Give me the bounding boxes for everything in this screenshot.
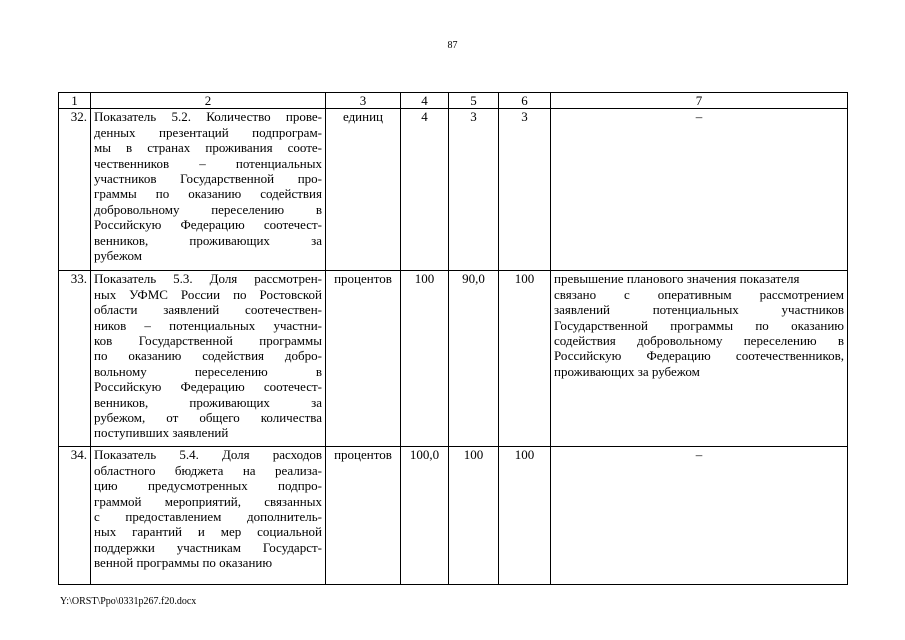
value-col5: 100	[449, 447, 499, 585]
value-col5: 3	[449, 109, 499, 271]
description-line: областного бюджета на реализа-	[94, 462, 322, 478]
description-line: участников Государственной про-	[94, 171, 322, 187]
value-col4: 100,0	[401, 447, 449, 585]
indicator-description	[91, 271, 326, 447]
table-row	[59, 271, 848, 447]
row-number: 34.	[59, 447, 91, 585]
indicator-description	[91, 109, 326, 271]
description-line: с предоставлением дополнитель-	[94, 509, 322, 525]
explanation-line: содействия добровольному переселению в	[554, 333, 844, 349]
deviation-explanation	[551, 109, 848, 271]
value-col6: 3	[499, 109, 551, 271]
header-cell: 4	[401, 93, 449, 109]
unit-of-measure: единиц	[326, 109, 401, 271]
explanation-line: –	[695, 109, 703, 125]
description-line: мы в странах проживания сооте-	[94, 140, 322, 156]
header-cell: 7	[551, 93, 848, 109]
description-line: ков Государственной программы	[94, 333, 322, 349]
table-row	[59, 447, 848, 585]
description-line: венников, проживающих за	[94, 394, 322, 410]
header-row	[59, 93, 848, 109]
description-line: денных презентаций подпрограм-	[94, 124, 322, 140]
row-number: 32.	[59, 109, 91, 271]
description-line: чественников – потенциальных	[94, 155, 322, 171]
description-line: поступивших заявлений	[94, 425, 229, 441]
description-line: ников – потенциальных участни-	[94, 317, 322, 333]
description-line: добровольному переселению в	[94, 201, 322, 217]
explanation-line: связано с оперативным рассмотрением	[554, 286, 844, 302]
description-line: по оказанию содействия добро-	[94, 348, 322, 364]
description-line: граммы по оказанию содействия	[94, 186, 322, 202]
description-line: Показатель 5.2. Количество прове-	[94, 109, 322, 125]
explanation-line: Российскую Федерацию соотечественников,	[554, 348, 844, 364]
description-line: цию предусмотренных подпро-	[94, 478, 322, 494]
value-col6: 100	[499, 447, 551, 585]
unit-of-measure: процентов	[326, 271, 401, 447]
description-line: Российскую Федерацию соотечест-	[94, 217, 322, 233]
table-row	[59, 109, 848, 271]
file-path-footer: Y:\ORST\Ppo\0331p267.f20.docx	[60, 596, 197, 607]
description-line: вольному переселению в	[94, 363, 322, 379]
page-number: 87	[447, 40, 458, 51]
header-cell: 3	[326, 93, 401, 109]
value-col4: 4	[401, 109, 449, 271]
deviation-explanation	[551, 447, 848, 585]
description-line: Российскую Федерацию соотечест-	[94, 379, 322, 395]
row-number: 33.	[59, 271, 91, 447]
value-col4: 100	[401, 271, 449, 447]
explanation-line: Государственной программы по оказанию	[554, 317, 844, 333]
description-line: Показатель 5.4. Доля расходов	[94, 447, 322, 463]
header-cell: 1	[59, 93, 91, 109]
description-line: венников, проживающих за	[94, 232, 322, 248]
deviation-explanation	[551, 271, 848, 447]
report-table	[58, 92, 848, 585]
description-line: поддержки участникам Государст-	[94, 539, 322, 555]
indicator-description	[91, 447, 326, 585]
description-line: рубежом, от общего количества	[94, 410, 322, 426]
description-line: области заявлений соотечествен-	[94, 302, 322, 318]
description-line: Показатель 5.3. Доля рассмотрен-	[94, 271, 322, 287]
value-col6: 100	[499, 271, 551, 447]
explanation-line: заявлений потенциальных участников	[554, 302, 844, 318]
description-line: венной программы по оказанию	[94, 555, 273, 571]
explanation-line: –	[695, 447, 703, 463]
value-col5: 90,0	[449, 271, 499, 447]
description-line: ных УФМС России по Ростовской	[94, 286, 322, 302]
description-line: рубежом	[94, 248, 143, 264]
header-cell: 5	[449, 93, 499, 109]
description-line: ных гарантий и мер социальной	[94, 524, 322, 540]
header-cell: 6	[499, 93, 551, 109]
description-line: граммой мероприятий, связанных	[94, 493, 322, 509]
explanation-line: проживающих за рубежом	[554, 363, 700, 379]
unit-of-measure: процентов	[326, 447, 401, 585]
header-cell: 2	[91, 93, 326, 109]
explanation-line: превышение планового значения показателя	[554, 271, 800, 287]
